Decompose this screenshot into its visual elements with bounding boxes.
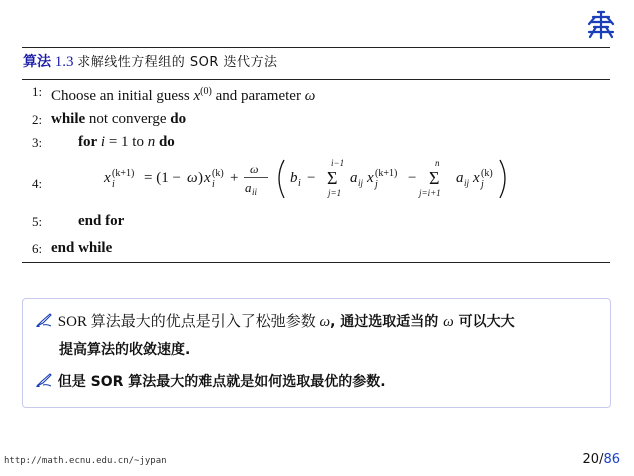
line-1-text-a: Choose an initial guess [51,88,194,104]
note-1-part2: , 通过选取适当的 [330,314,444,330]
line-3-eq: = 1 [105,134,133,150]
svg-text:(k): (k) [212,168,224,179]
algorithm-label: 算法 [23,54,51,70]
algorithm-line-1 [22,80,610,108]
svg-text:a: a [350,170,358,186]
svg-text:ii: ii [252,187,258,197]
line-content [51,111,186,128]
line-1-omega: ω [304,88,316,104]
svg-text:j=i+1: j=i+1 [419,188,441,198]
line-2-cond: not converge [85,111,171,127]
svg-text:−: − [408,170,417,186]
line-content [78,213,124,230]
algorithm-block [22,47,610,263]
keyword-for: for [78,134,98,150]
svg-text:(k+1): (k+1) [112,168,135,179]
svg-text:+: + [230,170,239,186]
svg-text:i: i [112,179,115,190]
page-total-link[interactable]: 86 [603,452,620,467]
note-1-part1: SOR 算法最大的优点是引入了松弛参数 [57,314,320,330]
svg-text:−: − [307,170,316,186]
page-indicator [583,452,620,467]
footer-url[interactable]: http://math.ecnu.edu.cn/~jypan [4,456,167,466]
svg-text:(k): (k) [481,168,493,179]
algorithm-line-3 [22,131,610,154]
note-1-line2: 提高算法的收敛速度. [59,342,191,358]
line-1-text-b: and parameter [211,88,305,104]
line-number: 5: [32,214,43,229]
svg-text:i−1: i−1 [331,158,345,168]
svg-text:): ) [198,170,203,186]
svg-text:ω: ω [250,162,259,176]
svg-text:a: a [245,180,252,195]
svg-text:x: x [473,170,480,186]
algorithm-title-text: 求解线性方程组的 SOR 迭代方法 [77,55,278,70]
note-1-text [58,314,515,330]
line-content [51,86,315,105]
algorithm-line-4 [22,154,610,208]
algorithm-number: 1.3 [54,54,74,70]
svg-text:ij: ij [464,178,470,188]
note-item [35,367,386,396]
keyword-end-for: end for [78,213,125,229]
page-current: 20 [582,452,600,467]
svg-text:a: a [456,170,464,186]
svg-text:j=1: j=1 [328,188,342,198]
svg-text:ω: ω [187,170,198,186]
svg-text:= (1 −: = (1 − [144,170,181,186]
svg-text:i: i [212,179,215,190]
algorithm-line-5 [22,208,610,235]
sor-update-formula [22,154,610,208]
line-number: 3: [32,135,43,150]
keyword-do: do [170,111,187,127]
line-content [51,240,112,257]
writing-hand-icon [35,372,53,388]
line-3-to: to [132,134,144,150]
line-1-x0-sup: (0) [200,86,212,97]
svg-text:j: j [375,179,378,190]
line-3-n: n [147,134,156,150]
note-1-omega-2: ω [443,314,454,330]
university-logo-icon [584,10,618,40]
note-2-text: 但是 SOR 算法最大的难点就是如何选取最优的参数. [57,374,386,390]
algorithm-title [22,48,610,76]
svg-text:(k+1): (k+1) [375,168,398,179]
note-1-part3: 可以大大 [453,314,515,330]
algorithm-bottom-rule [22,262,610,263]
svg-text:b: b [290,170,298,186]
svg-text:n: n [435,158,440,168]
page-separator: / [599,452,604,467]
svg-text:i: i [298,178,301,189]
line-number: 6: [32,241,43,256]
svg-text:Σ: Σ [429,168,440,188]
line-1-x0: x [193,88,201,104]
line-number: 1: [32,84,43,99]
writing-hand-icon [35,312,53,328]
note-1-omega: ω [319,314,331,330]
svg-text:ij: ij [358,178,364,188]
svg-text:x: x [104,170,111,186]
svg-text:Σ: Σ [327,168,338,188]
note-item [35,307,603,364]
keyword-while: while [51,111,86,127]
line-content [78,134,175,151]
keyword-do: do [158,134,175,150]
svg-text:x: x [367,170,374,186]
line-number: 2: [32,112,43,127]
svg-text:x: x [204,170,211,186]
line-3-var: i [100,134,106,150]
algorithm-line-6 [22,235,610,262]
notes-box [22,298,611,408]
keyword-end-while: end while [51,240,113,256]
svg-text:j: j [481,179,484,190]
algorithm-line-2 [22,108,610,131]
line-number: 4: [32,176,43,191]
